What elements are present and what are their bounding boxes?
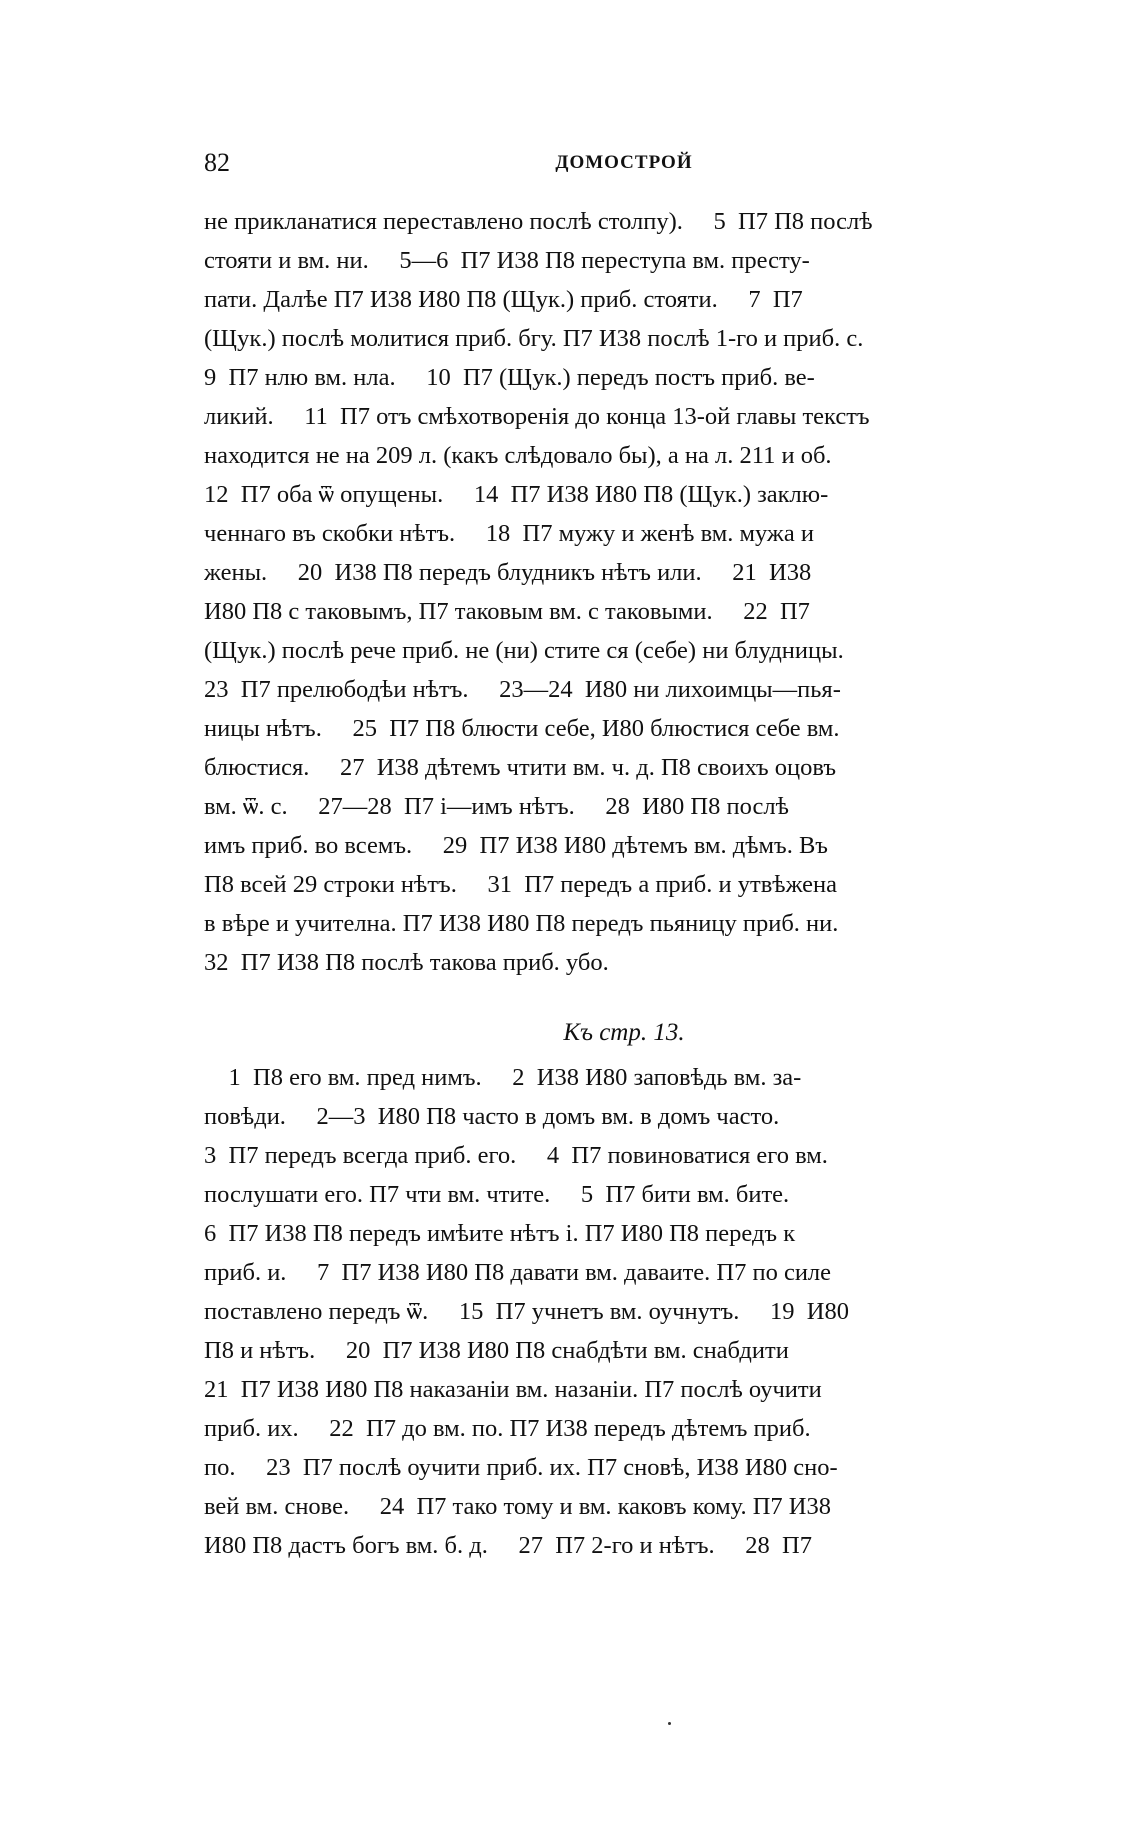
text-line: 23 П7 прелюбодѣи нѣтъ. 23—24 И80 ни лихоимцы—пья- <box>204 676 841 703</box>
text-line: блюстися. 27 И38 дѣтемъ чтити вм. ч. д. П8 своихъ оцовъ <box>204 754 837 781</box>
print-speck <box>668 1722 671 1725</box>
text-line: (Щук.) послѣ рече приб. не (ни) стите ся (себе) ни блудницы. <box>204 637 844 664</box>
text-line: 32 П7 И38 П8 послѣ такова приб. убо. <box>204 949 609 976</box>
text-line: по. 23 П7 послѣ оучити приб. их. П7 сновѣ, И38 И80 сно- <box>204 1454 838 1481</box>
text-line: стояти и вм. ни. 5—6 П7 И38 П8 переступа вм. престу- <box>204 247 810 274</box>
text-line: 21 П7 И38 И80 П8 наказаніи вм. назаніи. П7 послѣ оучити <box>204 1376 822 1403</box>
text-line: вей вм. снове. 24 П7 тако тому и вм. каковъ кому. П7 И38 <box>204 1493 831 1520</box>
running-title: ДОМОСТРОЙ <box>555 152 693 173</box>
text-line: вм. ѿ. с. 27—28 П7 і—имъ нѣтъ. 28 И80 П8 послѣ <box>204 793 789 820</box>
text-line: в вѣре и учителна. П7 И38 И80 П8 передъ пьяницу приб. ни. <box>204 910 839 937</box>
notes-section-2 <box>204 1058 1044 1565</box>
text-line: 1 П8 его вм. пред нимъ. 2 И38 И80 заповѣдь вм. за- <box>204 1064 802 1091</box>
text-line: И80 П8 дастъ богъ вм. б. д. 27 П7 2-го и нѣтъ. 28 П7 <box>204 1532 813 1559</box>
text-line: поставлено передъ ѿ. 15 П7 учнетъ вм. оучнутъ. 19 И80 <box>204 1298 849 1325</box>
text-line: И80 П8 с таковымъ, П7 таковым вм. с таковыми. 22 П7 <box>204 598 810 625</box>
text-line: 9 П7 нлю вм. нла. 10 П7 (Щук.) передъ постъ приб. ве- <box>204 364 815 391</box>
text-line: (Щук.) послѣ молитися приб. бгу. П7 И38 послѣ 1-го и приб. с. <box>204 325 864 352</box>
text-line: 12 П7 оба ѿ опущены. 14 П7 И38 И80 П8 (Щук.) заклю- <box>204 481 829 508</box>
text-line: ликий. 11 П7 отъ смѣхотворенія до конца 13-ой главы текстъ <box>204 403 870 430</box>
text-line: пати. Далѣе П7 И38 И80 П8 (Щук.) приб. стояти. 7 П7 <box>204 286 803 313</box>
text-line: П8 всей 29 строки нѣтъ. 31 П7 передъ а приб. и утвѣжена <box>204 871 838 898</box>
page-header <box>204 148 1044 182</box>
text-line: приб. их. 22 П7 до вм. по. П7 И38 передъ дѣтемъ приб. <box>204 1415 811 1442</box>
page-number: 82 <box>204 148 230 177</box>
text-line: имъ приб. во всемъ. 29 П7 И38 И80 дѣтемъ вм. дѣмъ. Въ <box>204 832 828 859</box>
text-line: 3 П7 передъ всегда приб. его. 4 П7 повиноватися его вм. <box>204 1142 828 1169</box>
text-line: ченнаго въ скобки нѣтъ. 18 П7 мужу и женѣ вм. мужа и <box>204 520 814 547</box>
text-line: ницы нѣтъ. 25 П7 П8 блюсти себе, И80 блюстися себе вм. <box>204 715 840 742</box>
text-line: приб. и. 7 П7 И38 И80 П8 давати вм. даваите. П7 по силе <box>204 1259 832 1286</box>
text-line: послушати его. П7 чти вм. чтите. 5 П7 бити вм. бите. <box>204 1181 790 1208</box>
text-line: находится не на 209 л. (какъ слѣдовало бы), а на л. 211 и об. <box>204 442 832 469</box>
section-heading: Къ стр. 13. <box>563 1019 685 1046</box>
text-line: не прикланатися переставлено послѣ столпу). 5 П7 П8 послѣ <box>204 208 873 235</box>
notes-section-1 <box>204 202 1044 982</box>
text-line: повѣди. 2—3 И80 П8 часто в домъ вм. в домъ часто. <box>204 1103 780 1130</box>
text-line: 6 П7 И38 П8 передъ имѣите нѣтъ і. П7 И80 П8 передъ к <box>204 1220 796 1247</box>
text-line: жены. 20 И38 П8 передъ блудникъ нѣтъ или. 21 И38 <box>204 559 812 586</box>
text-line: П8 и нѣтъ. 20 П7 И38 И80 П8 снабдѣти вм. снабдити <box>204 1337 789 1364</box>
